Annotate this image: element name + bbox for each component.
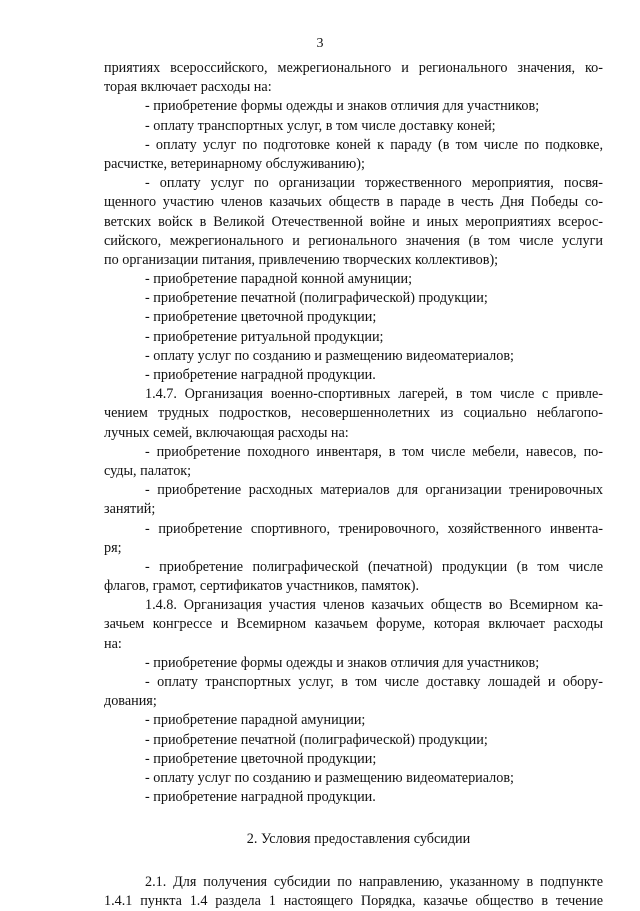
list-item: - оплату услуг по организации торжественного мероприятия, посвя-	[145, 175, 603, 192]
list-item: - приобретение полиграфической (печатной) продукции (в том числе	[145, 558, 603, 575]
list-item: - приобретение наградной продукции.	[145, 789, 376, 806]
list-item: - приобретение наградной продукции.	[145, 367, 376, 383]
text-line: зачьем конгрессе и Всемирном казачьем форуме, которая включает расходы	[104, 616, 603, 633]
text-line: чением трудных подростков, несовершеннолетних из социально неблагопо-	[104, 405, 603, 422]
list-item: - приобретение цветочной продукции;	[145, 309, 377, 326]
text-line: ветских войск в Великой Отечественной войне и иных мероприятиях всерос-	[104, 213, 603, 230]
list-item: - приобретение формы одежды и знаков отличия для участников;	[145, 654, 540, 671]
document-body	[104, 59, 603, 911]
text-line: расчистке, ветеринарному обслуживанию);	[104, 155, 365, 172]
text-line: ря;	[104, 539, 122, 556]
list-item: - оплату транспортных услуг, в том числе доставку лошадей и обору-	[145, 674, 603, 690]
list-item: - приобретение расходных материалов для организации тренировочных	[145, 482, 603, 499]
list-item: - приобретение цветочной продукции;	[145, 750, 377, 767]
text-line: 1.4.1 пункта 1.4 раздела 1 настоящего Порядка, казачье общество в течение	[104, 892, 603, 909]
list-item: - оплату услуг по созданию и размещению видеоматериалов;	[145, 347, 514, 364]
text-line: приятиях всероссийского, межрегионального и регионального значения, ко-	[104, 60, 603, 76]
text-line: флагов, грамот, сертификатов участников, памяток).	[104, 578, 420, 595]
list-item: - приобретение печатной (полиграфической) продукции;	[145, 290, 488, 307]
section-paragraph: 1.4.7. Организация военно-спортивных лагерей, в том числе с привле-	[145, 386, 603, 403]
list-item: - оплату транспортных услуг, в том числе доставку коней;	[145, 117, 496, 134]
list-item: - приобретение ритуальной продукции;	[145, 328, 384, 345]
text-line: сийского, межрегионального и регионального значения (в том числе услуги	[104, 232, 603, 249]
text-line: торая включает расходы на:	[104, 79, 272, 96]
page-number: 3	[316, 36, 324, 51]
section-paragraph: 1.4.8. Организация участия членов казачьих обществ во Всемирном ка-	[145, 597, 603, 614]
list-item: - оплату услуг по созданию и размещению видеоматериалов;	[145, 769, 514, 786]
list-item: - приобретение парадной амуниции;	[145, 712, 366, 729]
text-line: на:	[104, 635, 122, 652]
section-paragraph: 2.1. Для получения субсидии по направлению, указанному в подпункте	[145, 873, 603, 890]
section-heading: 2. Условия предоставления субсидии	[246, 831, 471, 848]
list-item: - приобретение походного инвентаря, в том числе мебели, навесов, по-	[145, 443, 603, 460]
text-line: щенного участию членов казачьих обществ в параде в честь Дня Победы со-	[104, 194, 603, 211]
list-item: - оплату услуг по подготовке коней к параду (в том числе по подковке,	[145, 136, 603, 153]
text-line: занятий;	[104, 501, 156, 518]
list-item: - приобретение печатной (полиграфической) продукции;	[145, 731, 488, 748]
list-item: - приобретение спортивного, тренировочного, хозяйственного инвента-	[145, 520, 603, 537]
text-line: суды, палаток;	[104, 462, 192, 479]
text-line: по организации питания, привлечению творческих коллективов);	[104, 251, 499, 268]
text-line: лучных семей, включающая расходы на:	[104, 424, 349, 441]
text-line: дования;	[104, 693, 157, 710]
list-item: - приобретение формы одежды и знаков отличия для участников;	[145, 98, 540, 115]
list-item: - приобретение парадной конной амуниции;	[145, 271, 413, 288]
